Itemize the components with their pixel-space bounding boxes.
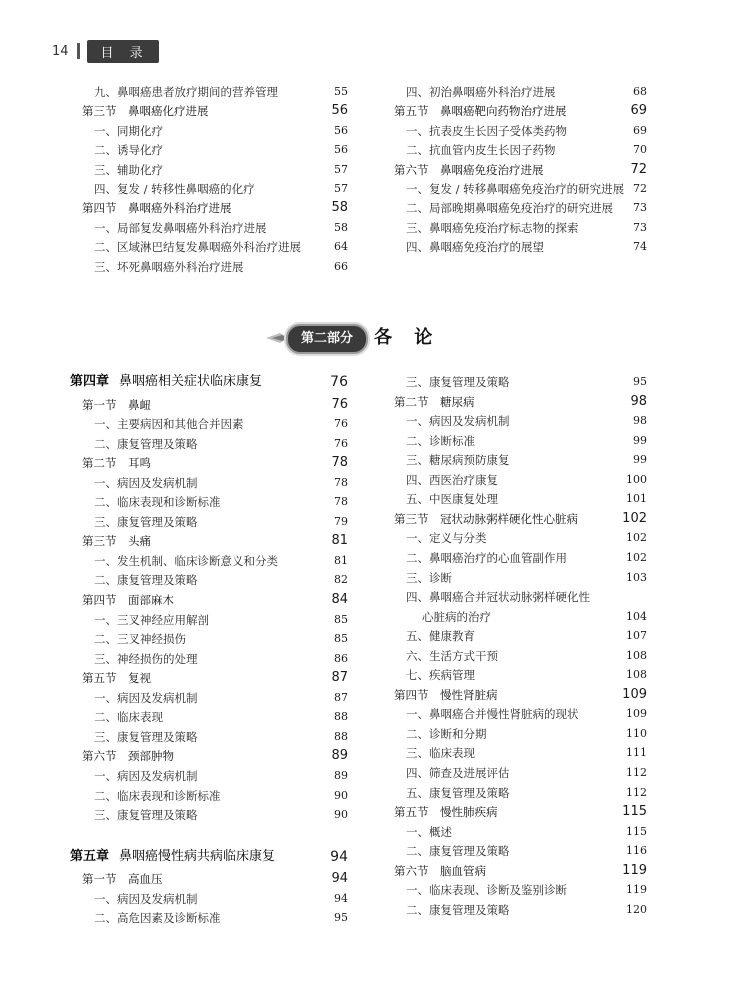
toc-entry-title: 一、病因及发病机制 [94,475,198,490]
toc-page-number: 56 [334,123,348,137]
toc-entry-title: 一、概述 [406,824,452,839]
toc-page-number: 73 [633,201,647,215]
toc-item-entry[interactable] [382,489,647,509]
toc-chapter-entry[interactable] [70,845,348,869]
toc-page-number: 56 [331,103,348,119]
toc-section-entry[interactable] [70,590,348,610]
toc-entry-title: 四、筛查及进展评估 [406,766,510,780]
toc-item-entry[interactable] [70,414,348,434]
toc-entry-title: 二、康复管理及策略 [406,844,510,859]
toc-item-entry[interactable] [382,470,647,490]
toc-item-entry[interactable] [382,121,647,141]
toc-page-number: 102 [626,531,647,545]
toc-entry-title: 三、临床表现 [406,746,475,761]
toc-page-number: 57 [334,162,348,176]
toc-page-number: 78 [334,495,348,509]
toc-page-number: 57 [334,182,348,195]
toc-page-number: 101 [626,492,647,506]
part-label: 第二部分 [286,324,368,354]
toc-item-entry[interactable] [70,160,348,180]
toc-entry-title: 一、鼻咽癌合并慢性肾脏病的现状 [406,707,579,722]
toc-page-number: 119 [622,862,647,878]
toc-section-entry[interactable] [70,531,348,551]
toc-page-number: 100 [626,472,647,486]
toc-entry-title: 五、康复管理及策略 [406,785,510,800]
toc-item-entry[interactable] [70,727,348,747]
toc-entry-title: 第四节 慢性肾脏病 [394,687,498,702]
toc-section-entry[interactable] [70,746,348,766]
toc-item-entry[interactable] [70,82,348,102]
toc-entry-title: 第六节 颈部肿物 [82,749,174,764]
toc-entry-title: 二、局部晚期鼻咽癌免疫治疗的研究进展 [406,201,613,216]
toc-item-entry[interactable] [70,512,348,532]
toc-page-number: 76 [334,417,348,431]
toc-item-entry[interactable] [382,783,647,803]
toc-page-number: 89 [334,768,348,782]
toc-entry-title: 一、三叉神经应用解剖 [94,612,209,627]
toc-item-entry[interactable] [382,179,647,199]
toc-page-number: 76 [334,436,348,450]
toc-page-number: 98 [630,393,647,409]
toc-page-number: 88 [334,710,348,724]
banner-decoration-icon [266,332,288,344]
toc-entry-title: 一、同期化疗 [94,123,163,138]
toc-item-entry[interactable] [382,237,647,257]
toc-item-entry[interactable] [70,908,348,928]
toc-page-number: 72 [633,182,647,195]
toc-page-number: 107 [626,629,647,643]
toc-page-number: 90 [334,808,348,822]
toc-item-entry[interactable] [70,140,348,160]
toc-entry-title: 一、临床表现、诊断及鉴别诊断 [406,883,567,898]
toc-item-entry[interactable] [382,704,647,724]
toc-entry-title: 二、诱导化疗 [94,143,163,158]
toc-entry-title: 六、生活方式干预 [406,648,498,663]
toc-item-entry[interactable] [382,568,647,588]
toc-item-entry[interactable] [382,646,647,666]
toc-entry-title: 第六节 脑血管病 [394,863,486,878]
toc-entry-title: 二、诊断和分期 [406,726,487,741]
toc-entry-title: 第四节 面部麻木 [82,593,174,607]
toc-entry-title: 四、西医治疗康复 [406,472,498,487]
toc-entry-title: 一、复发 / 转移鼻咽癌免疫治疗的研究进展 [406,182,625,196]
toc-top-left-column [70,82,348,282]
toc-item-entry[interactable] [382,841,647,861]
toc-item-entry[interactable] [382,763,647,783]
toc-entry-title: 第一节 鼻衄 [82,397,151,412]
toc-item-entry[interactable] [382,724,647,744]
toc-section-entry[interactable] [382,802,647,822]
toc-page-number: 108 [626,648,647,662]
toc-page-number: 115 [626,824,647,838]
toc-entry-title: 二、康复管理及策略 [94,436,198,451]
toc-section-entry[interactable] [70,101,348,121]
toc-page-number: 104 [626,609,647,623]
toc-section-entry[interactable] [382,160,647,180]
toc-item-entry[interactable] [70,786,348,806]
toc-item-entry[interactable] [382,822,647,842]
toc-item-entry[interactable] [382,411,647,431]
toc-entry-title: 二、临床表现和诊断标准 [94,788,221,803]
toc-page-number: 109 [626,707,647,721]
toc-page-number: 76 [331,396,348,412]
toc-bottom-left-column [70,370,348,930]
toc-page-number: 85 [334,632,348,646]
toc-item-entry[interactable] [70,257,348,277]
toc-entry-title: 一、病因及发病机制 [94,891,198,906]
toc-entry-title: 三、鼻咽癌免疫治疗标志物的探索 [406,220,579,235]
toc-page-number: 102 [622,510,647,526]
toc-entry-title: 三、康复管理及策略 [94,808,198,823]
toc-entry-title: 第六节 鼻咽癌免疫治疗进展 [394,162,544,177]
toc-page-number: 66 [334,259,348,273]
toc-item-entry[interactable] [382,218,647,238]
toc-entry-title: 四、鼻咽癌合并冠状动脉粥样硬化性 [406,590,590,605]
toc-item-entry[interactable] [70,434,348,454]
toc-entry-title: 一、抗表皮生长因子受体类药物 [406,123,567,138]
toc-item-entry[interactable] [382,607,647,627]
toc-page-number: 108 [626,668,647,682]
toc-item-entry[interactable] [382,431,647,451]
toc-entry-title: 第三节 头痛 [82,534,151,549]
toc-item-entry[interactable] [382,548,647,568]
toc-item-entry[interactable] [382,587,647,607]
toc-item-entry[interactable] [70,629,348,649]
toc-item-entry[interactable] [70,805,348,825]
toc-page-number: 90 [334,788,348,802]
toc-entry-title: 第四节 鼻咽癌外科治疗进展 [82,201,232,216]
toc-item-entry[interactable] [70,707,348,727]
toc-entry-title: 三、康复管理及策略 [94,514,198,529]
toc-item-entry[interactable] [382,82,647,102]
toc-entry-title: 心脏病的治疗 [422,609,491,624]
toc-item-entry[interactable] [70,688,348,708]
toc-item-entry[interactable] [70,492,348,512]
toc-entry-title: 一、病因及发病机制 [94,768,198,783]
toc-page-number: 116 [626,844,647,858]
toc-item-entry[interactable] [382,372,647,392]
toc-page-number: 69 [633,123,647,137]
toc-page-number: 78 [334,475,348,489]
chapter-number: 第四章 [70,374,110,389]
toc-entry-title: 五、健康教育 [406,629,475,644]
toc-page-number: 88 [334,729,348,743]
toc-page-number: 81 [331,533,348,549]
toc-entry-title: 三、神经损伤的处理 [94,651,198,666]
chapter-title: 鼻咽癌慢性病共病临床康复 [119,848,276,864]
toc-item-entry[interactable] [70,610,348,630]
toc-section-entry[interactable] [382,392,647,412]
toc-section-entry[interactable] [70,453,348,473]
toc-page-number: 95 [334,911,348,925]
toc-page-number: 95 [633,375,647,388]
toc-page-number: 94 [334,891,348,905]
toc-entry-title: 二、康复管理及策略 [94,573,198,588]
page-number: 14 [52,43,69,59]
toc-page-number: 102 [626,550,647,564]
toc-item-entry[interactable] [382,626,647,646]
toc-entry-title: 四、鼻咽癌免疫治疗的展望 [406,240,544,255]
toc-page-number: 55 [334,85,348,98]
toc-entry-title [70,370,262,394]
toc-page-number: 111 [626,746,647,760]
toc-page-number: 68 [633,85,647,98]
toc-item-entry[interactable] [70,121,348,141]
toc-entry-title: 第五节 慢性肺疾病 [394,805,498,820]
toc-page-number: 99 [633,453,647,467]
toc-page-number: 79 [334,514,348,528]
toc-entry-title: 三、康复管理及策略 [406,375,510,389]
toc-page-number: 120 [626,902,647,916]
toc-entry-title: 二、高危因素及诊断标准 [94,911,221,926]
toc-entry-title: 二、临床表现和诊断标准 [94,495,221,510]
toc-item-entry[interactable] [70,179,348,199]
toc-entry-title: 一、病因及发病机制 [94,690,198,705]
toc-item-entry[interactable] [70,889,348,909]
toc-entry-title: 第二节 糖尿病 [394,394,475,409]
toc-page-number: 94 [330,848,348,865]
toc-top-right-column [382,82,647,262]
toc-entry-title: 第三节 冠状动脉粥样硬化性心脏病 [394,511,578,526]
toc-page-number: 94 [331,871,348,887]
toc-item-entry[interactable] [70,218,348,238]
page-header [52,40,159,62]
toc-entry-title: 二、诊断标准 [406,433,475,448]
toc-entry-title: 三、坏死鼻咽癌外科治疗进展 [94,259,244,274]
toc-entry-title: 七、疾病管理 [406,668,475,683]
toc-page-number: 87 [334,690,348,704]
toc-page-number: 84 [331,592,348,607]
toc-page-number: 109 [622,686,647,702]
toc-page-number: 76 [330,374,348,390]
chapter-title: 鼻咽癌相关症状临床康复 [119,374,263,389]
toc-page-number: 103 [626,570,647,584]
toc-section-entry[interactable] [70,198,348,218]
header-divider [77,43,80,59]
toc-entry-title: 第五节 复视 [82,671,151,686]
toc-page-number: 72 [630,161,647,177]
toc-section-entry[interactable] [382,101,647,121]
toc-item-entry[interactable] [70,649,348,669]
toc-entry-title: 九、鼻咽癌患者放疗期间的营养管理 [94,85,278,99]
part-banner [0,318,730,358]
toc-entry-title: 第一节 高血压 [82,872,163,887]
toc-chapter-entry[interactable] [70,370,348,394]
toc-section-entry[interactable] [70,395,348,415]
toc-entry-title: 一、发生机制、临床诊断意义和分类 [94,553,278,568]
toc-page-number: 69 [630,103,647,119]
toc-entry-title: 一、病因及发病机制 [406,414,510,429]
toc-page-number: 78 [331,455,348,471]
toc-item-entry[interactable] [382,743,647,763]
toc-entry-title: 二、鼻咽癌治疗的心血管副作用 [406,550,567,565]
toc-item-entry[interactable] [382,900,647,920]
toc-entry-title: 一、定义与分类 [406,531,487,546]
toc-section-entry[interactable] [382,509,647,529]
toc-page-number: 87 [331,670,348,686]
part-title: 各 论 [374,327,441,348]
toc-entry-title: 三、糖尿病预防康复 [406,453,510,468]
toc-page-number: 85 [334,612,348,626]
toc-entry-title: 四、复发 / 转移性鼻咽癌的化疗 [94,182,255,196]
toc-page-number: 64 [334,240,348,254]
toc-section-entry[interactable] [70,668,348,688]
toc-page-number: 58 [334,220,348,234]
toc-entry-title: 第五节 鼻咽癌靶向药物治疗进展 [394,104,567,119]
toc-item-entry[interactable] [382,665,647,685]
toc-page-number: 86 [334,651,348,665]
toc-page-number: 98 [633,414,647,428]
toc-entry-title: 二、区域淋巴结复发鼻咽癌外科治疗进展 [94,240,301,255]
toc-entry-title: 二、抗血管内皮生长因子药物 [406,143,556,158]
toc-page-number: 89 [331,748,348,764]
toc-page-number: 56 [334,143,348,157]
toc-item-entry[interactable] [382,528,647,548]
toc-entry-title: 一、局部复发鼻咽癌外科治疗进展 [94,220,267,235]
toc-section-entry[interactable] [382,685,647,705]
toc-item-entry[interactable] [382,198,647,218]
toc-page-number: 58 [331,200,348,216]
toc-page-number: 70 [633,143,647,157]
toc-entry-title: 一、主要病因和其他合并因素 [94,417,244,432]
toc-entry-title: 第三节 鼻咽癌化疗进展 [82,104,209,119]
toc-entry-title: 二、三叉神经损伤 [94,632,186,647]
toc-item-entry[interactable] [382,140,647,160]
toc-item-entry[interactable] [70,570,348,590]
toc-page-number: 73 [633,220,647,234]
toc-item-entry[interactable] [70,766,348,786]
toc-section-entry[interactable] [382,861,647,881]
toc-page-number: 110 [626,726,647,740]
toc-item-entry[interactable] [382,450,647,470]
toc-entry-title: 三、辅助化疗 [94,162,163,177]
toc-page-number: 81 [334,553,348,567]
header-title: 目 录 [87,40,159,63]
toc-entry-title: 二、临床表现 [94,710,163,725]
toc-entry-title: 三、康复管理及策略 [94,729,198,744]
toc-page-number: 74 [633,240,647,254]
toc-page-number: 112 [626,785,647,799]
toc-bottom-right-column [382,372,647,932]
toc-page-number: 82 [334,573,348,587]
toc-entry-title: 二、康复管理及策略 [406,902,510,917]
toc-entry-title: 三、诊断 [406,570,452,585]
toc-entry-title [70,845,275,869]
toc-entry-title: 四、初治鼻咽癌外科治疗进展 [406,85,556,99]
toc-page-number: 112 [626,766,647,779]
toc-item-entry[interactable] [70,551,348,571]
chapter-number: 第五章 [70,848,110,864]
toc-page-number: 115 [622,804,647,820]
toc-entry-title: 五、中医康复处理 [406,492,498,507]
toc-item-entry[interactable] [70,473,348,493]
toc-page-number: 99 [633,433,647,447]
toc-item-entry[interactable] [382,880,647,900]
toc-page-number: 119 [626,883,647,897]
toc-item-entry[interactable] [70,237,348,257]
toc-section-entry[interactable] [70,869,348,889]
toc-entry-title: 第二节 耳鸣 [82,456,151,471]
